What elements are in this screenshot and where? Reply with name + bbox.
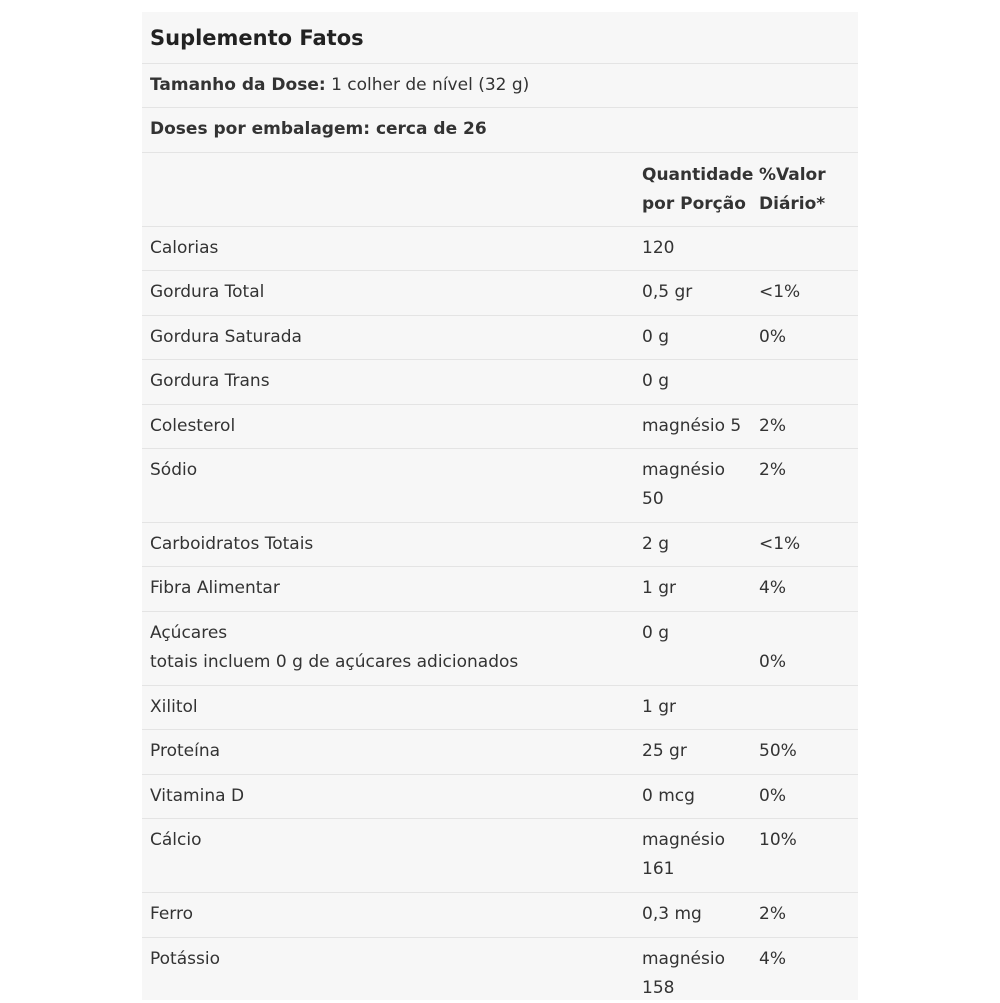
nutrient-name: Sódio [150, 460, 198, 480]
nutrient-row [142, 271, 858, 316]
daily-value-header: %Valor Diário* [759, 165, 826, 214]
nutrient-row [142, 316, 858, 360]
nutrient-amount: 120 [642, 238, 675, 258]
nutrient-row [142, 567, 858, 612]
nutrient-daily-value: 2% [759, 460, 786, 480]
amount-per-serving-header: Quantidade por Porção [642, 165, 754, 214]
nutrient-name: Gordura Total [150, 282, 265, 302]
nutrient-daily-value: 0% [759, 652, 786, 672]
nutrient-daily-value: 2% [759, 416, 786, 436]
nutrient-amount: 2 g [642, 534, 670, 554]
nutrient-name: Gordura Trans [150, 371, 270, 391]
nutrient-amount: magnésio 50 [642, 460, 725, 509]
nutrient-amount: 0 g [642, 327, 670, 347]
nutrient-name: Calorias [150, 238, 219, 258]
nutrient-daily-value: <1% [759, 534, 801, 554]
nutrient-row [142, 819, 858, 893]
nutrient-daily-value: 4% [759, 949, 786, 969]
nutrient-amount: 0,5 gr [642, 282, 693, 302]
serving-size-value: 1 colher de nível (32 g) [325, 75, 530, 95]
nutrient-row [142, 449, 858, 523]
nutrient-row [142, 612, 858, 686]
nutrient-daily-value: 4% [759, 578, 786, 598]
nutrient-name: Carboidratos Totais [150, 534, 314, 554]
nutrient-name: Ferro [150, 904, 194, 924]
nutrient-name: Proteína [150, 741, 221, 761]
serving-size-label: Tamanho da Dose: [150, 75, 326, 95]
nutrient-row [142, 405, 858, 449]
nutrient-row [142, 775, 858, 819]
nutrient-amount: 0 mcg [642, 786, 695, 806]
table-title: Suplemento Fatos [150, 26, 364, 50]
nutrient-amount: 1 gr [642, 697, 676, 717]
nutrient-daily-value: 0% [759, 786, 786, 806]
nutrient-amount: magnésio 161 [642, 830, 725, 879]
nutrient-name: Fibra Alimentar [150, 578, 280, 598]
serving-size [150, 71, 529, 100]
nutrient-row [142, 227, 858, 271]
servings-per-container-row [142, 108, 858, 153]
nutrient-row [142, 360, 858, 405]
nutrient-row [142, 730, 858, 775]
nutrient-amount: magnésio 158 [642, 949, 725, 998]
nutrient-amount: magnésio 5 [642, 416, 742, 436]
servings-per-container: Doses por embalagem: cerca de 26 [150, 119, 487, 139]
nutrient-row [142, 523, 858, 567]
nutrient-amount: 0 g [642, 371, 670, 391]
nutrient-name: Vitamina D [150, 786, 245, 806]
nutrient-row [142, 938, 858, 1000]
serving-size-row [142, 64, 858, 108]
nutrient-name: Cálcio [150, 830, 202, 850]
nutrient-daily-value: 50% [759, 741, 797, 761]
nutrient-daily-value: <1% [759, 282, 801, 302]
nutrient-daily-value: 10% [759, 830, 797, 850]
nutrient-amount: 0,3 mg [642, 904, 702, 924]
nutrient-name: Açúcares totais incluem 0 g de açúcares adicionados [150, 623, 519, 672]
nutrient-daily-value: 0% [759, 327, 786, 347]
nutrient-name: Potássio [150, 949, 220, 969]
nutrient-name: Xilitol [150, 697, 198, 717]
nutrient-name: Colesterol [150, 416, 236, 436]
nutrient-row [142, 686, 858, 730]
nutrient-amount: 25 gr [642, 741, 687, 761]
nutrient-row [142, 893, 858, 938]
title-row [142, 12, 858, 64]
nutrient-name: Gordura Saturada [150, 327, 302, 347]
nutrient-daily-value: 2% [759, 904, 786, 924]
supplement-facts-table [142, 12, 858, 1000]
nutrient-amount: 0 g [642, 623, 670, 643]
nutrient-amount: 1 gr [642, 578, 676, 598]
column-header-row [142, 153, 858, 227]
